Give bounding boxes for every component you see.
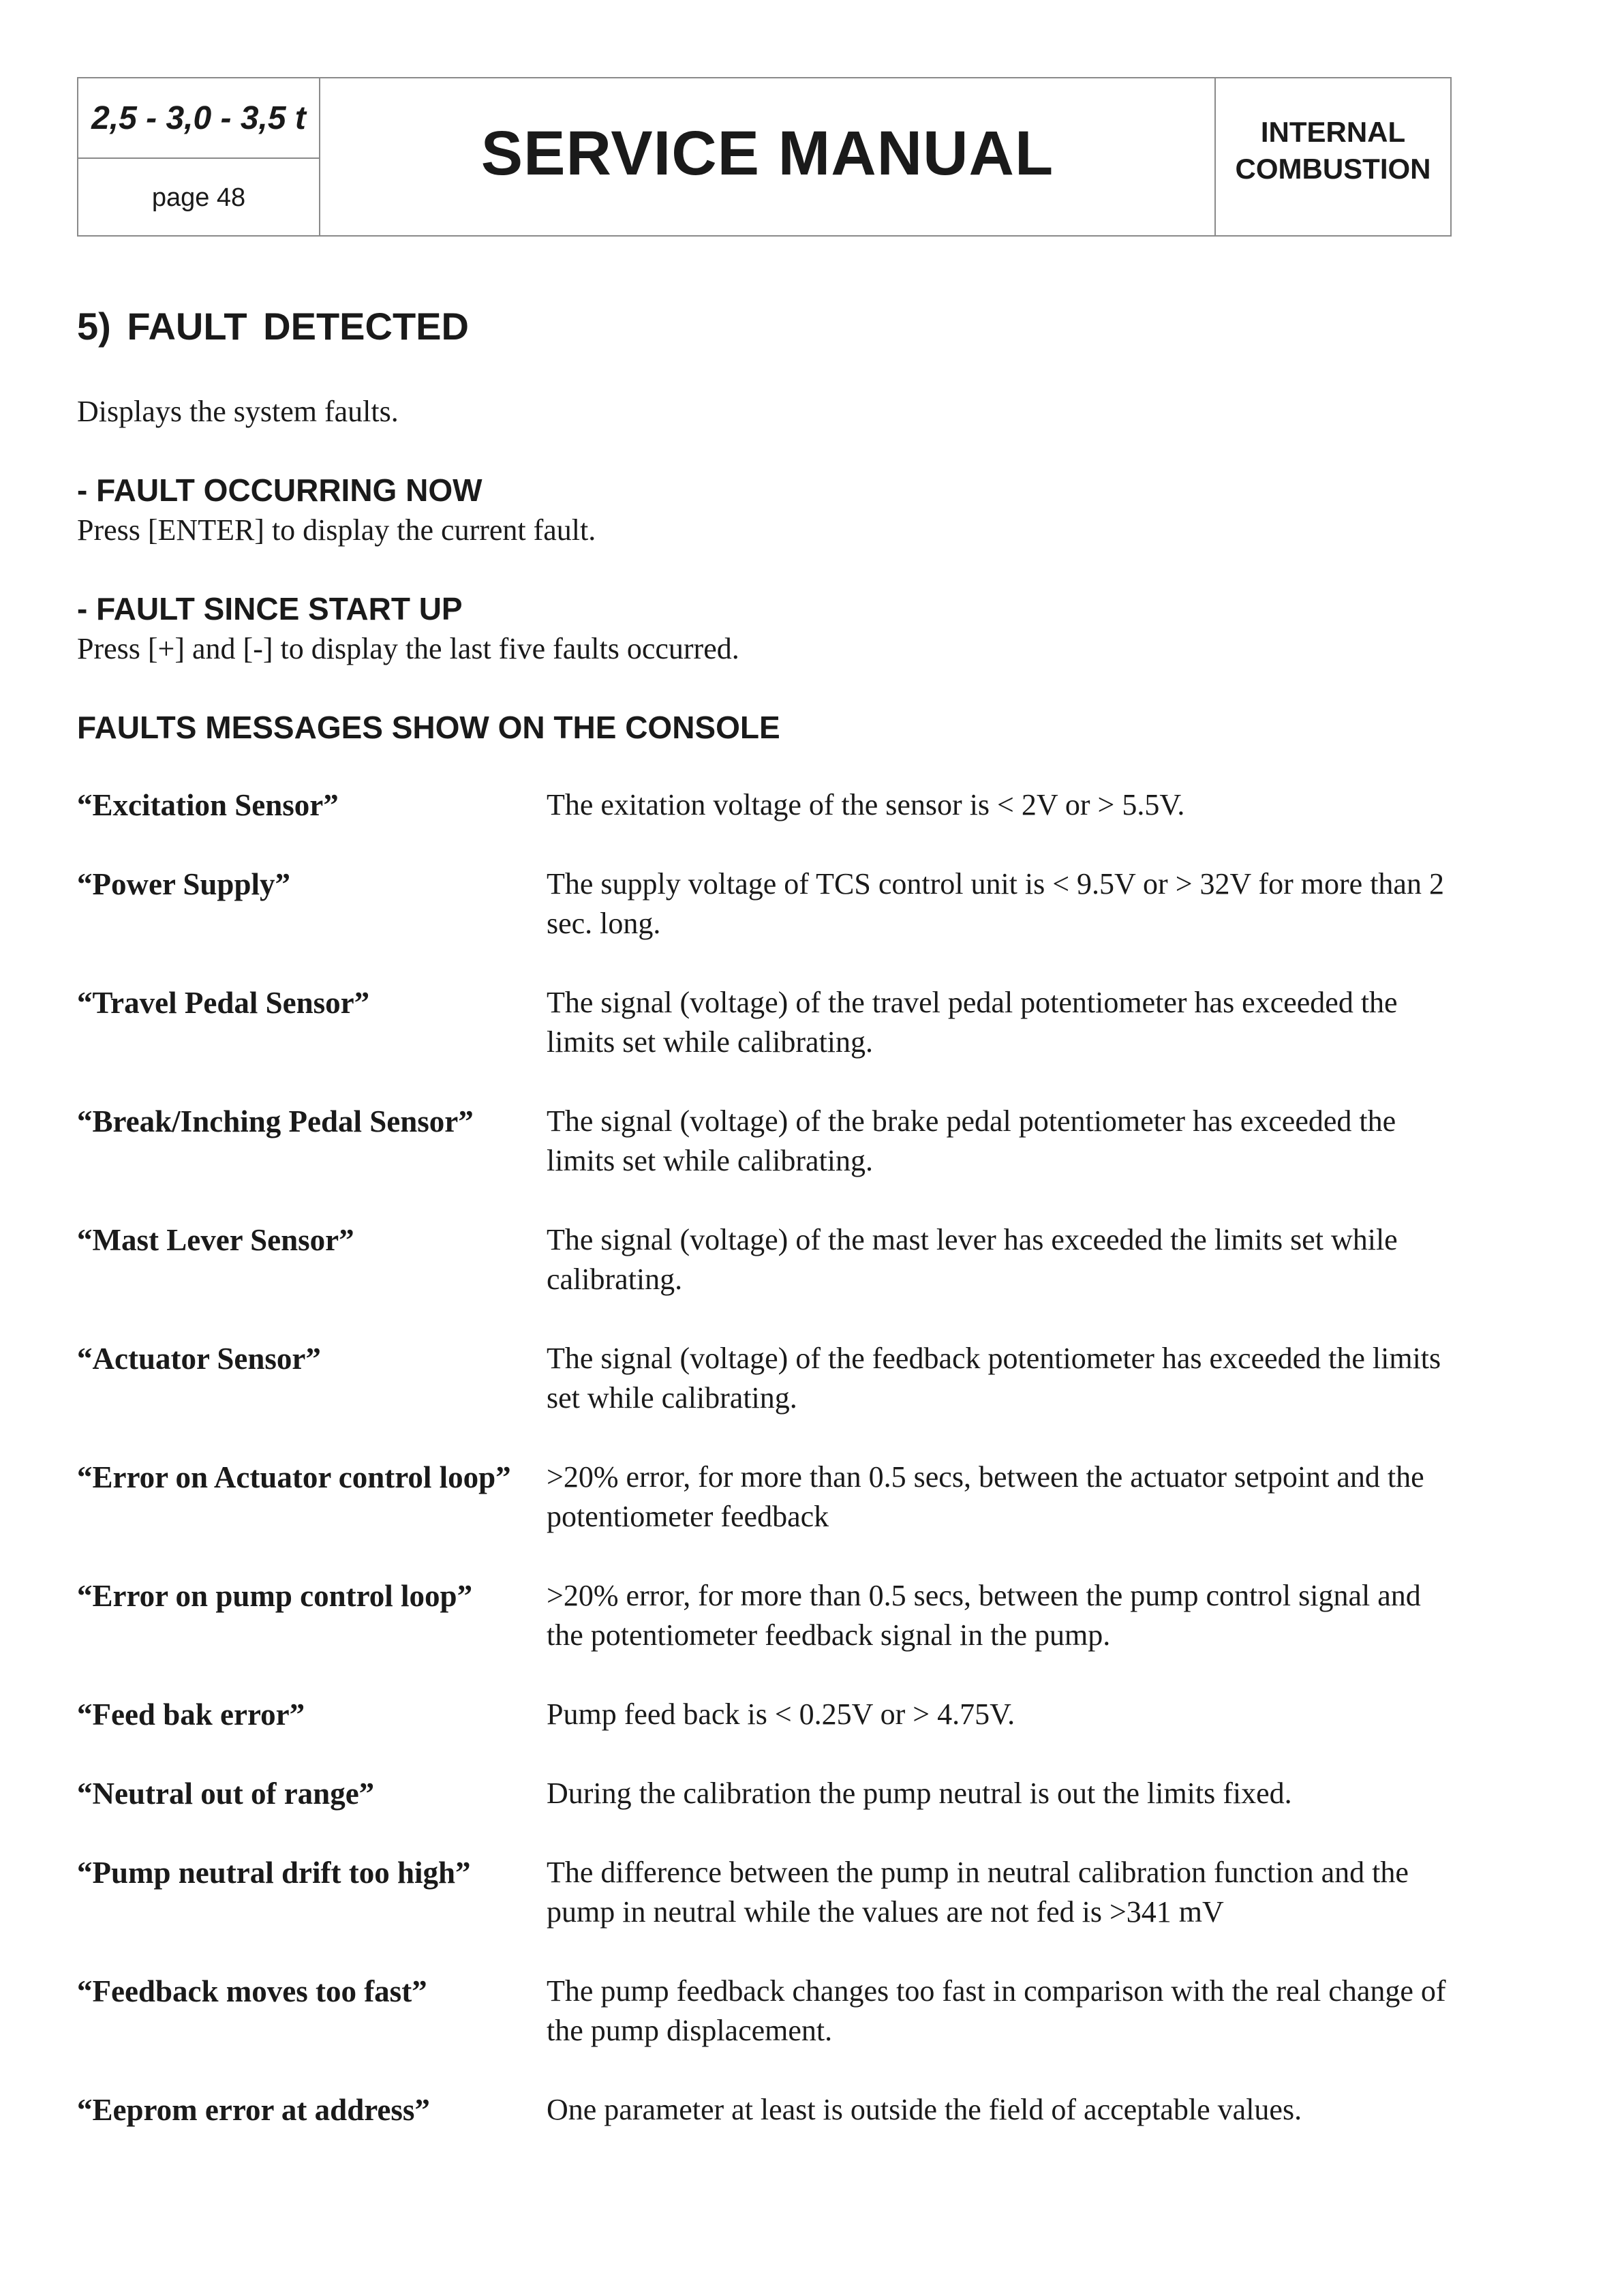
category-line-2: COMBUSTION bbox=[1235, 153, 1431, 185]
fault-name: “Actuator Sensor” bbox=[77, 1342, 321, 1376]
fault-name: “Power Supply” bbox=[77, 867, 290, 901]
subsection-text-now: Press [ENTER] to display the current fault. bbox=[77, 513, 596, 547]
fault-description: The supply voltage of TCS control unit is < 9.5V or > 32V for more than 2 sec. long. bbox=[547, 867, 1444, 940]
fault-description: >20% error, for more than 0.5 secs, between the pump control signal and the potentiometer feedback signal in the pump. bbox=[547, 1579, 1421, 1652]
fault-name: “Feed bak error” bbox=[77, 1697, 305, 1732]
subsection-heading-now: - FAULT OCCURRING NOW bbox=[77, 472, 483, 508]
fault-name: “Mast Lever Sensor” bbox=[77, 1223, 354, 1257]
fault-name: “Error on Actuator control loop” bbox=[77, 1460, 511, 1494]
fault-name: “Break/Inching Pedal Sensor” bbox=[77, 1104, 474, 1138]
fault-name: “Feedback moves too fast” bbox=[77, 1974, 427, 2008]
page-header bbox=[77, 77, 1452, 237]
fault-description: The signal (voltage) of the feedback potentiometer has exceeded the limits set while calibrating. bbox=[547, 1342, 1441, 1415]
fault-description: The pump feedback changes too fast in comparison with the real change of the pump displacement. bbox=[547, 1974, 1446, 2047]
fault-description: One parameter at least is outside the field of acceptable values. bbox=[547, 2093, 1302, 2126]
fault-description: >20% error, for more than 0.5 secs, between the actuator setpoint and the potentiometer feedback bbox=[547, 1460, 1424, 1533]
fault-name: “Excitation Sensor” bbox=[77, 788, 339, 822]
fault-description: During the calibration the pump neutral is out the limits fixed. bbox=[547, 1777, 1292, 1810]
page-number: page 48 bbox=[151, 183, 246, 212]
header-left-cell bbox=[78, 78, 320, 235]
category-label bbox=[1214, 78, 1450, 235]
fault-name: “Error on pump control loop” bbox=[77, 1579, 473, 1613]
subsection-text-startup: Press [+] and [-] to display the last five faults occurred. bbox=[77, 632, 739, 665]
fault-description: The signal (voltage) of the brake pedal potentiometer has exceeded the limits set while calibrating. bbox=[547, 1104, 1396, 1177]
section-intro: Displays the system faults. bbox=[77, 395, 399, 428]
fault-name: “Pump neutral drift too high” bbox=[77, 1856, 471, 1890]
model-label: 2,5 - 3,0 - 3,5 t bbox=[78, 78, 319, 159]
manual-title: SERVICE MANUAL bbox=[480, 118, 1054, 188]
fault-name: “Travel Pedal Sensor” bbox=[77, 986, 370, 1020]
fault-description: The exitation voltage of the sensor is < 2V or > 5.5V. bbox=[547, 788, 1185, 821]
faults-heading: FAULTS MESSAGES SHOW ON THE CONSOLE bbox=[77, 710, 780, 745]
fault-description: The signal (voltage) of the travel pedal potentiometer has exceeded the limits set while calibrating. bbox=[547, 986, 1398, 1059]
section-title: 5) FAULT DETECTED bbox=[77, 305, 469, 348]
subsection-heading-startup: - FAULT SINCE START UP bbox=[77, 591, 463, 626]
category-line-1: INTERNAL bbox=[1260, 116, 1406, 148]
fault-description: The difference between the pump in neutral calibration function and the pump in neutral while the values are not fed is >341 mV bbox=[547, 1856, 1409, 1929]
fault-name: “Eeprom error at address” bbox=[77, 2093, 430, 2127]
fault-name: “Neutral out of range” bbox=[77, 1777, 375, 1811]
fault-description: Pump feed back is < 0.25V or > 4.75V. bbox=[547, 1697, 1015, 1731]
fault-description: The signal (voltage) of the mast lever has exceeded the limits set while calibrating. bbox=[547, 1223, 1398, 1296]
